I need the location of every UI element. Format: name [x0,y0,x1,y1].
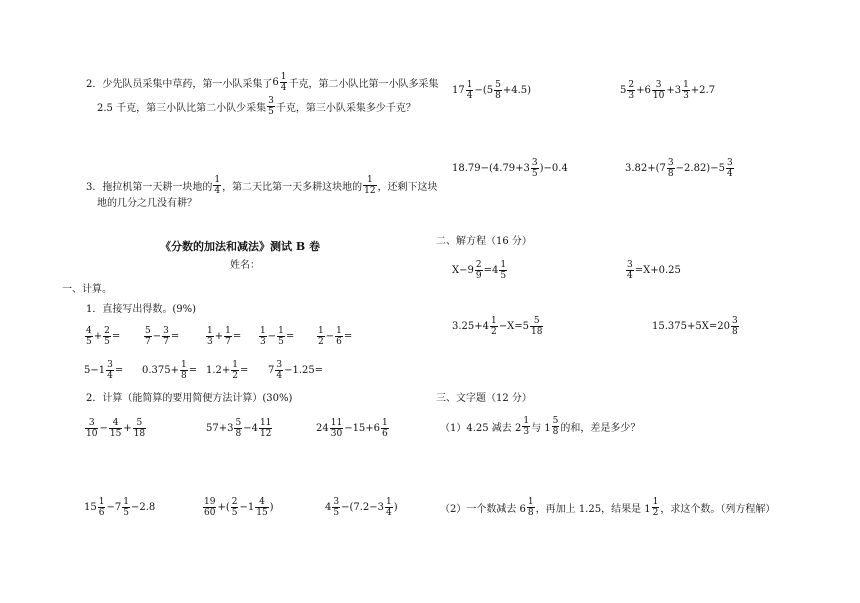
name-label: 姓名： [230,260,260,271]
calc-expr-5: 19 60 +( 2 5 −1 4 15 ) [204,497,274,518]
equation-4: 15.375+5X=20 3 8 [652,316,738,337]
expr-1-3-minus-1-5: 1 3 − 1 5 = [260,326,295,347]
expr-12-plus-1-2: 1.2+ 1 2 = [206,360,249,381]
word-problem-2: （2）一个数减去 6 1 8 ，再加上 1.25，结果是 1 1 2 ，求这个数。（列方程解） [440,497,776,518]
expr-7-3-4-minus-125: 7 3 4 −1.25= [268,360,324,381]
expr-1-2-minus-1-6: 1 2 − 1 6 = [318,326,353,347]
calc-expr-10: 3.82+(7 3 8 −2.82)−5 3 4 [625,158,733,179]
question-2-line-1: 2．少先队员采集中草药，第一小队采集了 6 1 4 千克，第二小队比第一小队多采集 [86,72,439,93]
calc-expr-6: 4 3 5 −(7.2−3 1 4 ) [325,497,398,518]
equation-3: 3.25+4 1 2 −X=5 5 18 [452,316,543,337]
calc-expr-9: 18.79−(4.79+3 3 5 )−0.4 [452,158,568,179]
equation-2: 3 4 =X+0.25 [627,260,681,281]
calc-expr-7: 17 1 4 −(5 5 8 +4.5) [452,80,532,101]
question-3-line-2: 地的几分之几没有耕？ [97,198,197,209]
calc-expr-8: 5 2 3 +6 3 10 +3 1 3 +2.7 [620,80,716,101]
section-1-heading: 一、计算。 [62,284,112,295]
subsection-1-heading: 1．直接写出得数。(9%) [86,304,197,315]
subsection-2-heading: 2．计算（能简算的要用简便方法计算）(30%) [86,393,293,404]
section-3-heading: 三、文字题（12 分） [436,393,532,404]
test-title: 《分数的加法和减法》测试 B 卷 [160,240,320,253]
expr-5-minus-1-3-4: 5−1 3 4 = [84,360,124,381]
expr-0375-plus-1-8: 0.375+ 1 8 = [142,360,198,381]
equation-1: X−9 2 9 =4 1 5 [452,260,507,281]
question-2-line-2: 2.5 千克，第三小队比第二小队少采集 3 5 千克，第三小队采集多少千克？ [97,96,416,117]
calc-expr-2: 57+3 5 8 −4 11 12 [206,418,272,439]
section-2-heading: 二、解方程（16 分） [436,236,532,247]
calc-expr-4: 15 1 6 −7 1 5 −2.8 [84,497,156,518]
fraction: 3 5 [268,96,274,117]
fraction: 1 12 [364,175,376,196]
expr-5-7-minus-3-7: 5 7 − 3 7 = [145,326,180,347]
fraction: 1 4 [280,72,287,93]
expr-4-5-plus-2-5: 4 5 + 2 5 = [86,326,121,347]
fraction: 1 4 [214,175,221,196]
expr-1-3-plus-1-7: 1 3 + 1 7 = [207,326,242,347]
question-3-line-1: 3．拖拉机第一天耕一块地的 1 4 ，第二天比第一天多耕这块地的 1 12 ，还剩下这块 [86,175,438,196]
calc-expr-1: 3 10 − 4 15 + 5 18 [86,418,146,439]
calc-expr-3: 24 11 30 −15+6 1 6 [316,418,388,439]
word-problem-1: （1）4.25 减去 2 1 3 与 1 5 8 的和，差是多少？ [440,416,641,437]
